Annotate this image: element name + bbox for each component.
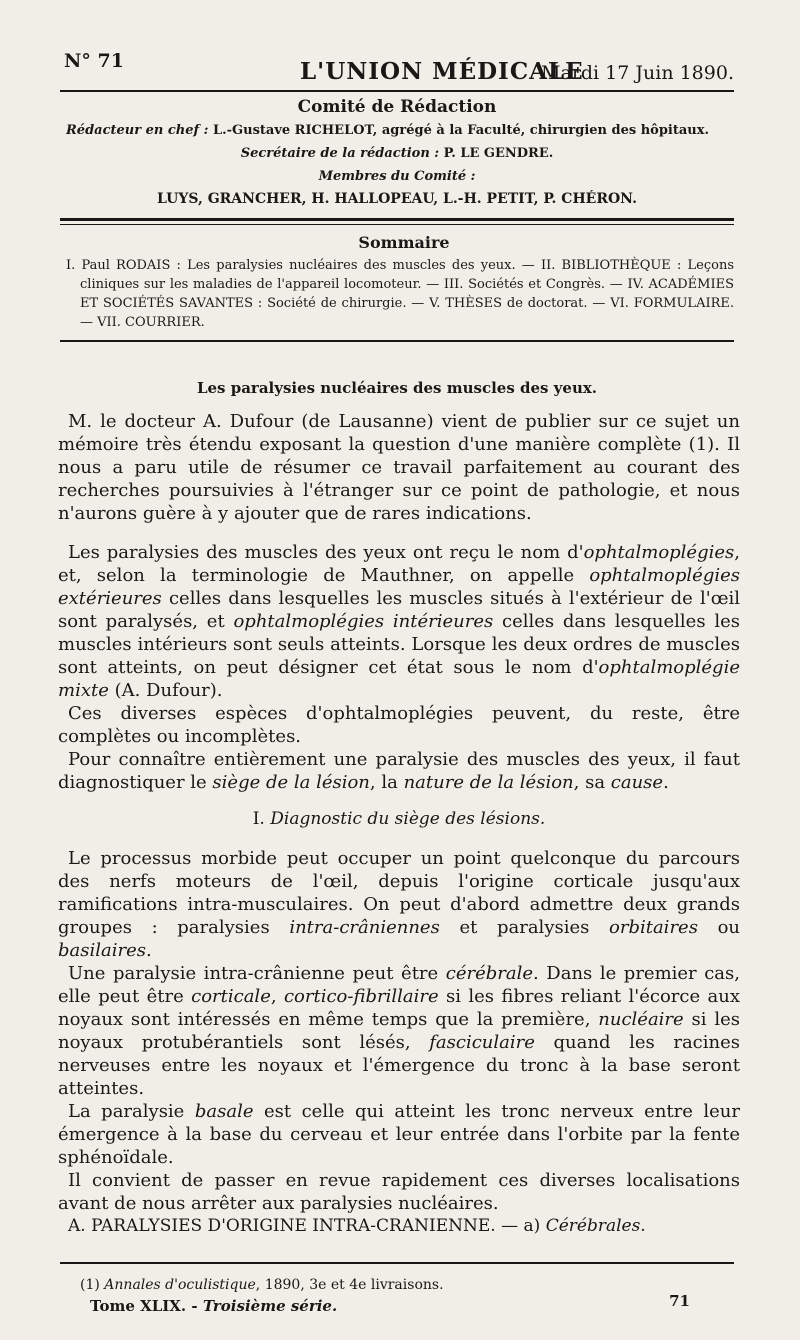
footnote xyxy=(80,1275,720,1295)
italic-term: ophtalmoplégies xyxy=(583,542,735,563)
secretary-line xyxy=(60,142,734,165)
paragraph-6 xyxy=(58,962,740,1100)
chief-editor-line xyxy=(60,119,734,142)
text-run: quand les racines nerveuses entre les noyaux et l'émergence du tronc à la base seront atteintes. xyxy=(58,1032,740,1099)
italic-term: nature de la lésion xyxy=(403,772,574,793)
tome: Tome XLIX. - xyxy=(90,1297,198,1315)
footnote-number: (1) xyxy=(80,1277,100,1293)
members: LUYS, GRANCHER, H. HALLOPEAU, L.-H. PETIT, P. CHÉRON. xyxy=(157,191,637,207)
text-run: , la xyxy=(369,772,404,793)
text-run: (A. Dufour). xyxy=(108,680,223,701)
paragraph-8: Il convient de passer en revue rapidement ces diverses localisations avant de nous arrêter aux paralysies nucléaires. xyxy=(58,1170,740,1214)
chief-editor: L.-Gustave RICHELOT, agrégé à la Faculté, chirurgien des hôpitaux. xyxy=(212,123,710,138)
page-header xyxy=(60,44,734,86)
text-run: et paralysies xyxy=(439,917,609,938)
text-run: Les paralysies des muscles des yeux ont reçu le nom d' xyxy=(68,542,584,563)
subsection-title: Diagnostic du siège des lésions. xyxy=(270,809,546,829)
italic-term: cortico-fibrillaire xyxy=(283,986,439,1007)
italic-term: intra-crâniennes xyxy=(289,917,440,938)
secretary-label: Secrétaire de la rédaction : xyxy=(240,146,440,161)
italic-term: siège de la lésion xyxy=(212,772,370,793)
article-body xyxy=(58,410,740,1238)
italic-term: ophtalmoplégies intérieures xyxy=(233,611,494,632)
subsection-number: I. xyxy=(252,809,265,829)
sommaire xyxy=(66,233,734,332)
text-run: Une paralysie intra-crânienne peut être xyxy=(68,963,446,984)
italic-term: cause xyxy=(610,772,664,793)
committee-rule-thin xyxy=(60,224,734,225)
series: Troisième série. xyxy=(202,1297,338,1315)
text-run: celles dans lesquelles les muscles situés à l'extérieur de l'œil sont paralysés, et xyxy=(58,588,740,632)
issue-date: Mardi 17 Juin 1890. xyxy=(541,62,734,84)
text-run: La paralysie xyxy=(68,1101,195,1122)
journal-title: L'UNION MÉDICALE xyxy=(300,58,584,85)
chief-editor-label: Rédacteur en chef : xyxy=(66,123,209,138)
italic-term: fasciculaire xyxy=(429,1032,535,1053)
issue-number: N° 71 xyxy=(64,50,124,72)
italic-term: ophtalmoplégie mixte xyxy=(58,657,740,701)
text-run: , xyxy=(270,986,284,1007)
committee-title: Comité de Rédaction xyxy=(297,97,497,117)
footnote-rule xyxy=(60,1262,734,1264)
section-heading xyxy=(58,1215,740,1238)
italic-term: basilaires xyxy=(58,940,146,961)
paragraph-1: M. le docteur A. Dufour (de Lausanne) vient de publier sur ce sujet un mémoire très étendu exposant la question d'une manière complète (1). Il nous a paru utile de résumer ce travail parfaitement au courant des recherches poursuivies à l'étranger sur ce point de pathologie, et nous n'aurons guère à y ajouter que de rares indications. xyxy=(58,411,740,524)
editorial-committee xyxy=(60,96,734,211)
footnote-source: Annales d'oculistique xyxy=(104,1277,256,1293)
sommaire-text: I. Paul RODAIS : Les paralysies nucléaires des muscles des yeux. — II. BIBLIOTHÈQUE : Leçons cliniques sur les maladies de l'appareil locomoteur. — III. Sociétés et Congrès. — IV. ACADÉMIES ET SOCIÉTÉS SAVANTES : Société de chirurgie. — V. THÈSES de doctorat. — VI. FORMULAIRE. — VII. COURRIER. xyxy=(66,258,734,330)
secretary: P. LE GENDRE. xyxy=(443,146,554,161)
text-run: si les noyaux protubérantiels sont lésés, xyxy=(58,1009,741,1053)
header-rule xyxy=(60,90,734,92)
sommaire-rule xyxy=(60,340,734,342)
text-run: Le processus morbide peut occuper un point quelconque du parcours des nerfs moteurs de l'œil, depuis l'origine corticale jusqu'aux ramifications intra-musculaires. On peut d'abord admettre deux grands groupes : paralysies xyxy=(58,848,740,938)
text-run: , sa xyxy=(573,772,611,793)
members-label-line xyxy=(60,165,734,188)
paragraph-5 xyxy=(58,847,740,962)
section-subtitle: Cérébrales. xyxy=(545,1216,646,1236)
text-run: . Dans le premier cas, elle peut être xyxy=(58,963,740,1007)
italic-term: orbitaires xyxy=(609,917,698,938)
italic-term: corticale xyxy=(191,986,271,1007)
committee-rule xyxy=(60,218,734,221)
text-run: si les fibres reliant l'écorce aux noyaux sont intéressés en même temps que la première, xyxy=(58,986,740,1030)
text-run: . xyxy=(146,940,152,961)
paragraph-7 xyxy=(58,1100,740,1169)
footnote-text: , 1890, 3e et 4e livraisons. xyxy=(255,1277,444,1293)
text-run: est celle qui atteint les tronc nerveux entre leur émergence à la base du cerveau et leur entrée dans l'orbite par la fente sphénoïdale. xyxy=(58,1101,741,1168)
paragraph-3: Ces diverses espèces d'ophtalmoplégies peuvent, du reste, être complètes ou incomplètes. xyxy=(58,703,740,747)
italic-term: cérébrale xyxy=(445,963,534,984)
members-label: Membres du Comité : xyxy=(318,169,476,184)
italic-term: nucléaire xyxy=(598,1009,684,1030)
text-run: , et, selon la terminologie de Mauthner, on appelle xyxy=(58,542,740,586)
italic-term: ophtalmoplégies extérieures xyxy=(58,565,740,609)
section-title: A. PARALYSIES D'ORIGINE INTRA-CRANIENNE. — a) xyxy=(68,1216,546,1236)
subsection-heading xyxy=(58,808,740,831)
paragraph-4 xyxy=(58,748,740,794)
paragraph-2 xyxy=(58,541,740,702)
volume-line xyxy=(90,1297,337,1315)
text-run: celles dans lesquelles les muscles intérieurs sont seuls atteints. Lorsque les deux ordres de muscles sont atteints, on peut désigner cet état sous le nom d' xyxy=(58,611,740,678)
article-title: Les paralysies nucléaires des muscles des yeux. xyxy=(196,379,598,397)
page-number: 71 xyxy=(669,1292,690,1310)
text-run: . xyxy=(663,772,669,793)
text-run: Pour connaître entièrement une paralysie des muscles des yeux, il faut diagnostiquer le xyxy=(58,749,740,793)
italic-term: basale xyxy=(194,1101,254,1122)
text-run: ou xyxy=(697,917,740,938)
sommaire-title: Sommaire xyxy=(358,233,450,252)
